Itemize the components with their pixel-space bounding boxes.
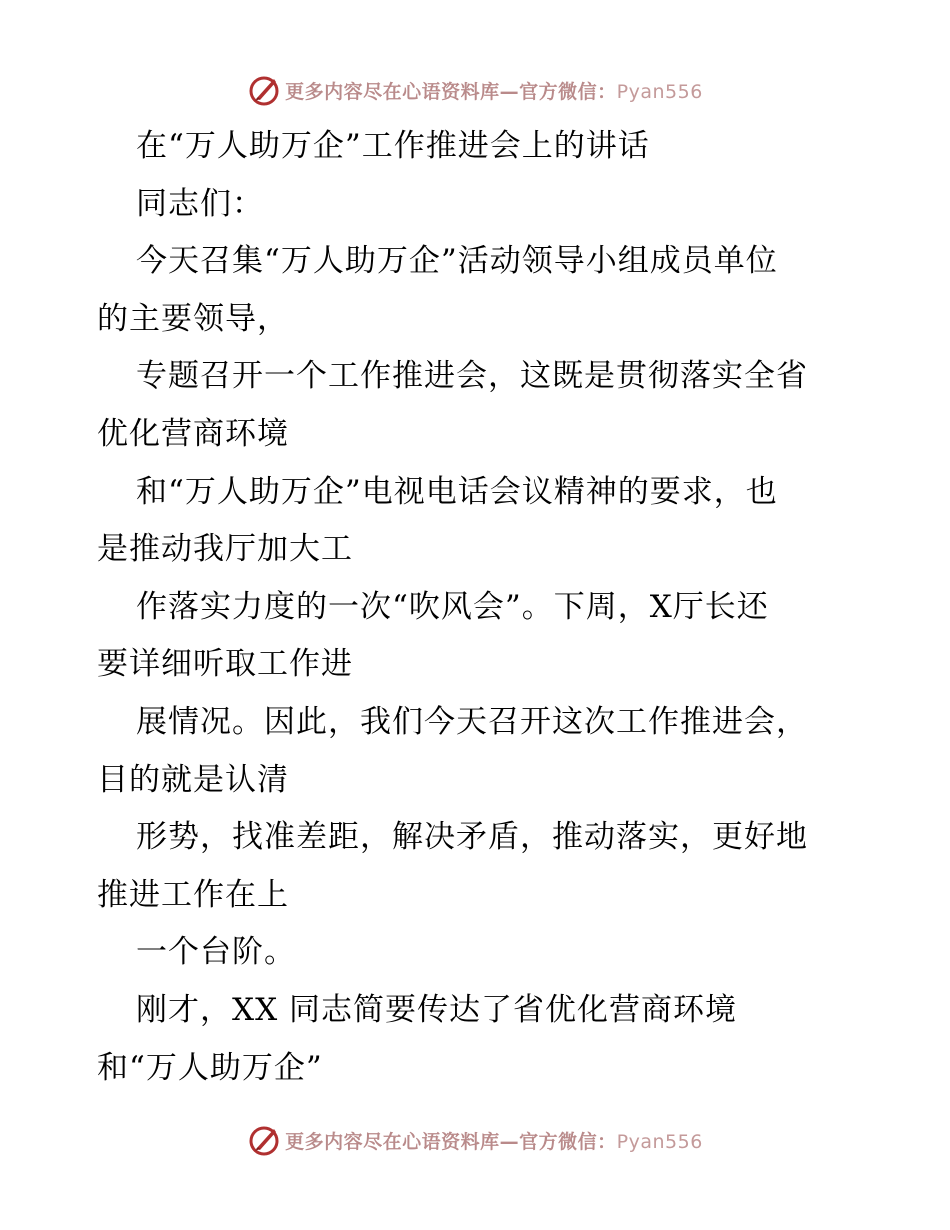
paragraph-line: 是推动我厅加大工	[97, 531, 353, 568]
document-title: 在“万人助万企”工作推进会上的讲话	[136, 128, 650, 164]
header-banner	[0, 70, 950, 110]
banner-text: 更多内容尽在心语资料库—官方微信：Pyan556	[285, 1130, 703, 1153]
paragraph-line: 和“万人助万企”电视电话会议精神的要求，也	[136, 473, 778, 510]
paragraph-line: 专题召开一个工作推进会，这既是贯彻落实全省	[136, 358, 808, 395]
paragraph-line: 要详细听取工作进	[97, 646, 353, 683]
quill-pen-logo-icon	[247, 1123, 281, 1157]
paragraph-line: 优化营商环境	[97, 415, 289, 452]
wechat-id: Pyan556	[616, 80, 703, 103]
paragraph-line: 作落实力度的一次“吹风会”。下周，X厅长还	[136, 588, 769, 625]
document-body	[97, 118, 857, 1097]
paragraph-line: 的主要领导，	[97, 300, 289, 337]
paragraph-line: 一个台阶。	[136, 934, 296, 971]
quill-pen-logo-icon	[247, 73, 281, 107]
banner-text: 更多内容尽在心语资料库—官方微信：Pyan556	[285, 80, 703, 103]
paragraph-line: 形势，找准差距，解决矛盾，推动落实，更好地	[136, 819, 808, 856]
wechat-id: Pyan556	[616, 1130, 703, 1153]
paragraph-line: 推进工作在上	[97, 876, 289, 913]
salutation: 同志们：	[136, 185, 264, 222]
paragraph-line: 和“万人助万企”	[97, 1049, 323, 1086]
paragraph-line: 目的就是认清	[97, 761, 289, 798]
paragraph-line: 刚才，XX 同志简要传达了省优化营商环境	[136, 991, 737, 1028]
paragraph-line: 展情况。因此，我们今天召开这次工作推进会，	[136, 703, 808, 740]
paragraph-line: 今天召集“万人助万企”活动领导小组成员单位	[136, 243, 778, 280]
footer-banner	[0, 1120, 950, 1160]
